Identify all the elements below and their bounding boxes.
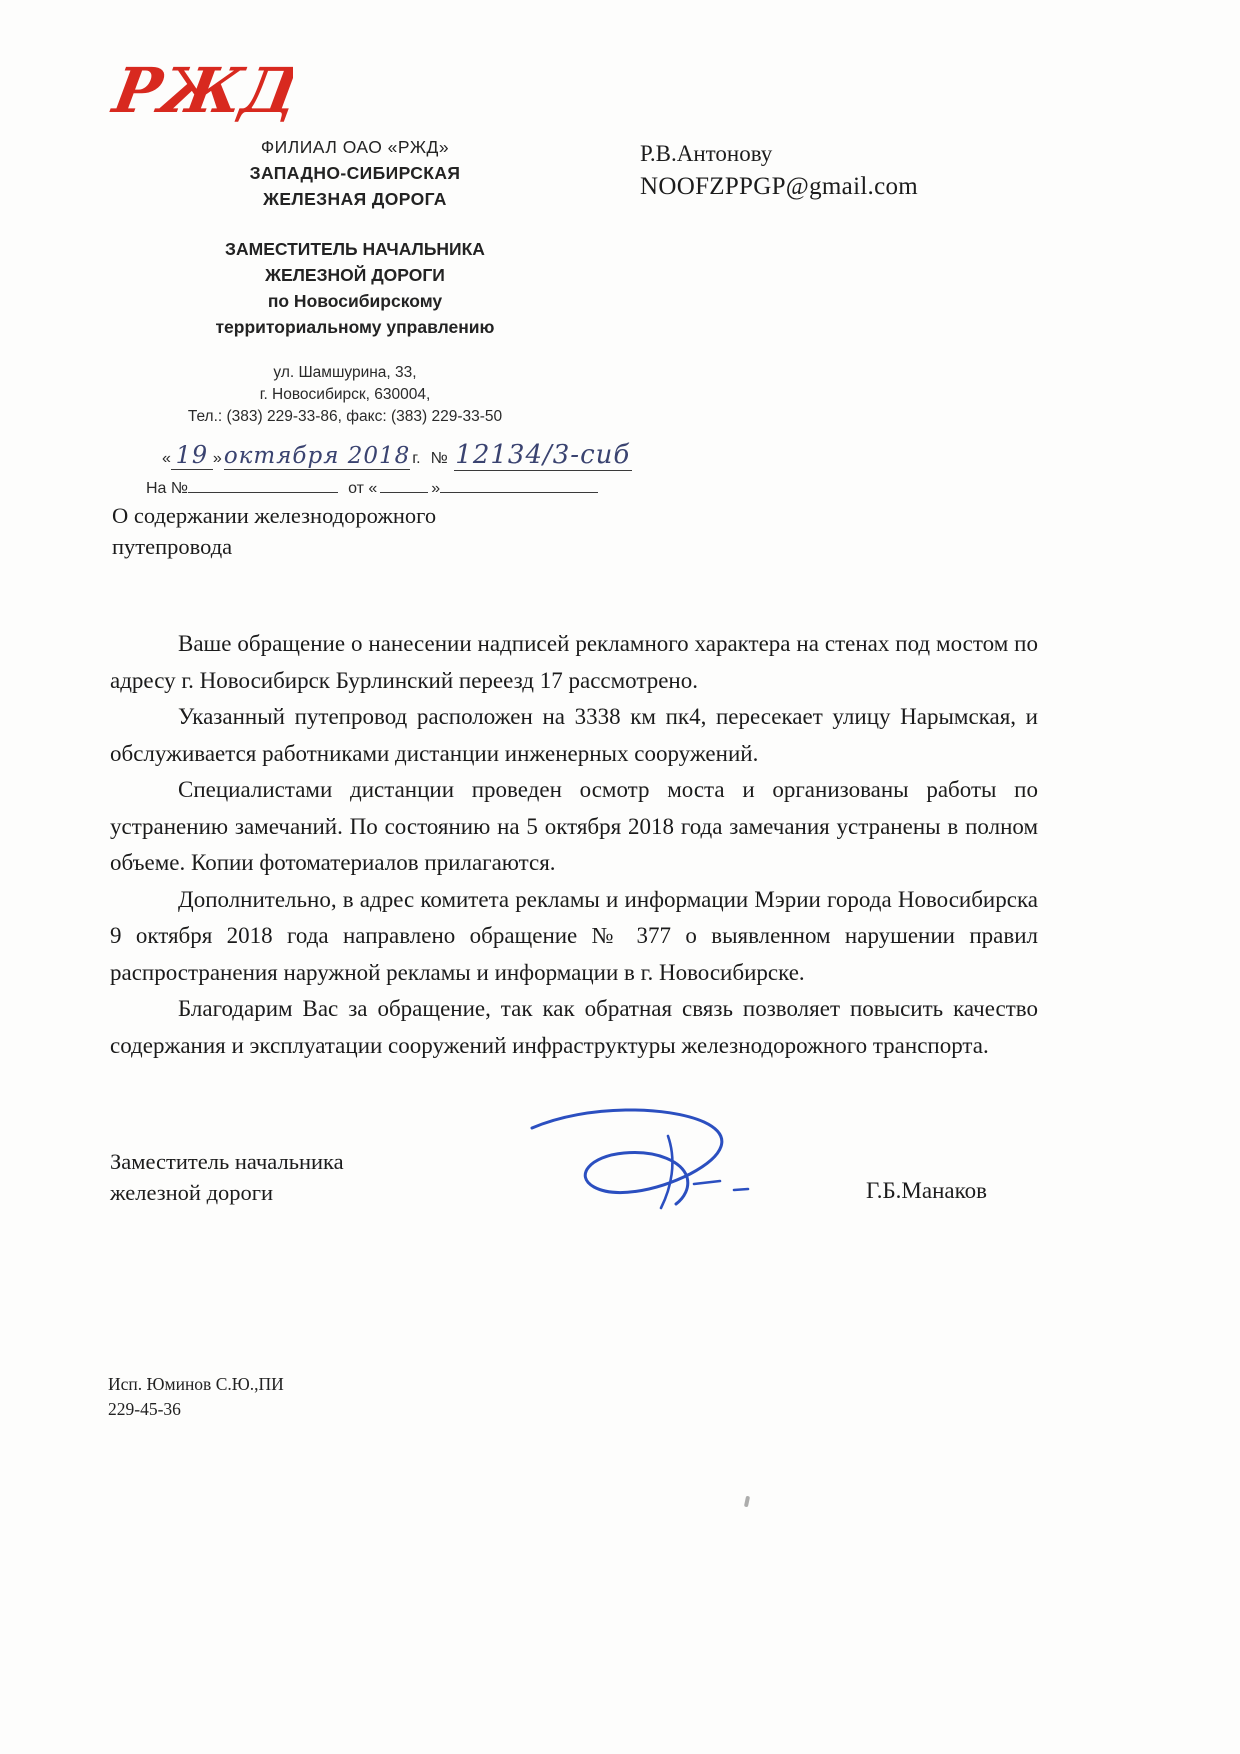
body-paragraph: Благодарим Вас за обращение, так как обратная связь позволяет повысить качество содержания и эксплуатации сооружений инфраструктуры железнодорожного транспорта. — [110, 996, 1038, 1058]
executor-block — [108, 1372, 284, 1422]
reference-reply-line — [146, 480, 706, 498]
signer-name: Г.Б.Манаков — [866, 1178, 987, 1203]
letter-body — [110, 626, 1038, 1064]
year-g-label: г. — [412, 450, 421, 467]
letterhead-address — [110, 362, 580, 428]
dept-line-4: территориальному управлению — [215, 317, 495, 337]
dept-line-1: ЗАМЕСТИТЕЛЬ НАЧАЛЬНИКА — [225, 239, 485, 259]
recipient-name: Р.В.Антонову — [640, 141, 773, 166]
subject-block — [112, 500, 632, 562]
reply-month-blank — [440, 492, 598, 493]
dept-line-2: ЖЕЛЕЗНОЙ ДОРОГИ — [265, 265, 445, 285]
body-paragraph: Специалистами дистанции проведен осмотр моста и организованы работы по устранению замечаний. По состоянию на 5 октября 2018 года замечания устранены в полном объеме. Копии фотоматериалов прилагаются. — [110, 777, 1038, 875]
address-line-2: г. Новосибирск, 630004, — [259, 386, 431, 403]
handwritten-signature — [518, 1100, 778, 1220]
date-day-handwritten: 19 — [175, 441, 209, 469]
open-quote: « — [162, 450, 171, 467]
reply-date-label: от « — [348, 480, 378, 497]
body-paragraph: Дополнительно, в адрес комитета рекламы и информации Мэрии города Новосибирска 9 октября 2018 года направлено обращение № 377 о выявленном нарушении правил распространения наружной рекламы и информации в г. Новосибирске. — [110, 886, 1038, 985]
recipient-email: NOOFZPPGP@gmail.com — [640, 173, 919, 200]
executor-phone: 229-45-36 — [108, 1399, 181, 1419]
org-line-3: ЖЕЛЕЗНАЯ ДОРОГА — [263, 189, 447, 209]
letterhead-department — [140, 236, 570, 340]
body-paragraph: Ваше обращение о нанесении надписей рекламного характера на стенах под мостом по адресу г. Новосибирск Бурлинский переезд 17 рассмотрено. — [110, 631, 1038, 693]
body-paragraph: Указанный путепровод расположен на 3338 км пк4, пересекает улицу Нарымская, и обслуживается работниками дистанции инженерных сооружений. — [110, 704, 1038, 766]
close-quote: » — [212, 450, 222, 467]
signer-position-line-1: Заместитель начальника — [110, 1149, 344, 1174]
number-sign-label: № — [430, 450, 448, 467]
rzd-logo — [108, 48, 293, 133]
org-line-2: ЗАПАДНО-СИБИРСКАЯ — [249, 163, 461, 183]
org-line-1: ФИЛИАЛ ОАО «РЖД» — [260, 137, 450, 157]
reply-number-label: На № — [146, 480, 189, 497]
signer-position-line-2: железной дороги — [110, 1180, 274, 1205]
reply-close-quote: » — [431, 480, 441, 497]
outgoing-number-handwritten: 12134/3-сиб — [455, 440, 631, 470]
executor-name: Исп. Юминов С.Ю.,ПИ — [108, 1374, 284, 1394]
reference-date-line — [162, 440, 722, 471]
address-line-1: ул. Шамшурина, 33, — [273, 364, 417, 381]
subject-line-2: путепровода — [112, 534, 233, 559]
subject-line-1: О содержании железнодорожного — [112, 503, 437, 528]
rzd-logo-image — [108, 48, 293, 133]
recipient-block — [640, 138, 1100, 204]
letterhead-org — [140, 134, 570, 212]
signer-position — [110, 1146, 450, 1208]
scan-artifact — [744, 1496, 750, 1508]
date-month-handwritten: октября 2018 — [223, 443, 411, 469]
reply-day-blank — [380, 492, 428, 493]
reply-number-blank — [188, 492, 338, 493]
address-line-3: Тел.: (383) 229-33-86, факс: (383) 229-33-50 — [187, 408, 503, 425]
rzd-logo-text: РЖД — [108, 53, 293, 127]
dept-line-3: по Новосибирскому — [267, 291, 443, 311]
signature-image — [518, 1100, 778, 1220]
